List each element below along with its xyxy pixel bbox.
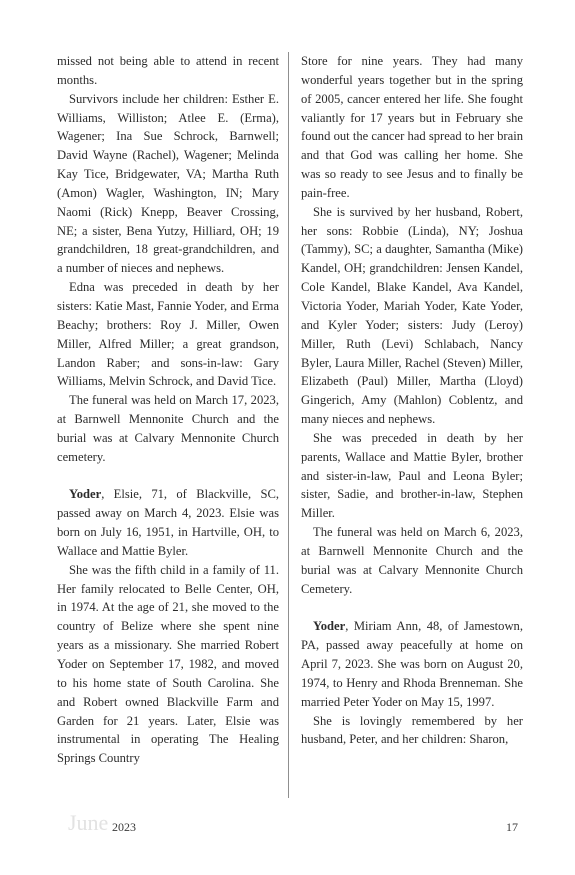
obituary-separator	[57, 467, 279, 486]
paragraph-remembered: She is lovingly remembered by her husband, Peter, and her children: Sharon,	[301, 713, 523, 747]
paragraph-survivors: Survivors include her children: Esther E. Williams, Williston; Atlee E. (Erma), Wagener; Ina Sue Schrock, Barnwell; David Wayne (Rachel), Wagener; Melinda Kay Tice, Bridgewater, VA; Martha Ruth (Amon) Wagler, Washington, IN; Mary Naomi (Rick) Knepp, Beaver Crossing, NE; a sister, Bena Yutzy, Hilliard, OH; 19 grandchildren, 18 great-grandchildren, and a number of nieces and nephews.	[57, 91, 279, 276]
paragraph-survivors: She is survived by her husband, Robert, her sons: Robbie (Linda), NY; Joshua (Tammy), SC; a daughter, Samantha (Mike) Kandel, OH; grandchildren: Jensen Kandel, Cole Kandel, Blake Kandel, Ava Kandel, Victoria Yoder, Mariah Yoder, Kate Yoder, and Kyler Yoder; sisters: Judy (Leroy) Miller, Ruth (Levi) Schlabach, Nancy Byler, Laura Miller, Rachel (Steven) Miller, Elizabeth (Paul) Miller, Martha (Lloyd) Gingerich, Amy (Mahlon) Coblentz, and many nieces and nephews.	[301, 204, 523, 427]
obituary-intro-miriam	[301, 617, 523, 711]
column-divider	[288, 52, 289, 798]
paragraph-continuation: Store for nine years. They had many wonderful years together but in the spring of 2005, cancer entered her life. She fought valiantly for 17 years but in February she found out the cancer had spread to her brain and that God was calling her home. She was so ready to see Jesus and to finally be pain-free.	[301, 54, 523, 200]
obituary-intro-elsie	[57, 485, 279, 560]
page-number: 17	[506, 820, 518, 834]
paragraph-funeral: The funeral was held on March 17, 2023, at Barnwell Mennonite Church and the burial was at Calvary Mennonite Church cemetery.	[57, 393, 279, 464]
footer-month: June	[68, 810, 109, 835]
paragraph-continuation: missed not being able to attend in recent months.	[57, 54, 279, 87]
obituary-surname: Yoder	[313, 619, 346, 634]
paragraph-preceded-in-death: She was preceded in death by her parents, Wallace and Mattie Byler, brother and sister-in-law, Paul and Leona Byler; sister, Sadie, and brother-in-law, Stephen Miller.	[301, 430, 523, 521]
right-column	[301, 52, 523, 749]
obituary-surname: Yoder	[69, 487, 102, 502]
obituary-intro-text: , Miriam Ann, 48, of Jamestown, PA, passed away peacefully at home on April 7, 2023. She was born on August 20, 1974, to Henry and Rhoda Brenneman. She married Peter Yoder on May 15, 1997.	[301, 619, 523, 709]
left-column	[57, 52, 279, 768]
paragraph-preceded-in-death: Edna was preceded in death by her sisters: Katie Mast, Fannie Yoder, and Erma Beachy; brothers: Roy J. Miller, Owen Miller, Alfred Miller; a great grandson, Landon Raber; and sons-in-law: Gary Williams, Melvin Schrock, and David Tice.	[57, 280, 279, 389]
paragraph-biography: She was the fifth child in a family of 11. Her family relocated to Belle Center, OH, in 1974. At the age of 21, she moved to the country of Belize where she spent nine years as a missionary. She married Robert Yoder on September 17, 1982, and moved to his home state of South Carolina. She and Robert owned Blackville Farm and Garden for 21 years. Later, Elsie was instrumental in operating The Healing Springs Country	[57, 562, 279, 766]
footer-year: 2023	[112, 820, 136, 834]
obituary-intro-text: , Elsie, 71, of Blackville, SC, passed away on March 4, 2023. Elsie was born on July 16, 1951, in Hartville, OH, to Wallace and Mattie Byler.	[57, 487, 279, 558]
paragraph-funeral: The funeral was held on March 6, 2023, at Barnwell Mennonite Church and the burial was at Calvary Mennonite Church Cemetery.	[301, 525, 523, 596]
obituary-separator	[301, 598, 523, 617]
